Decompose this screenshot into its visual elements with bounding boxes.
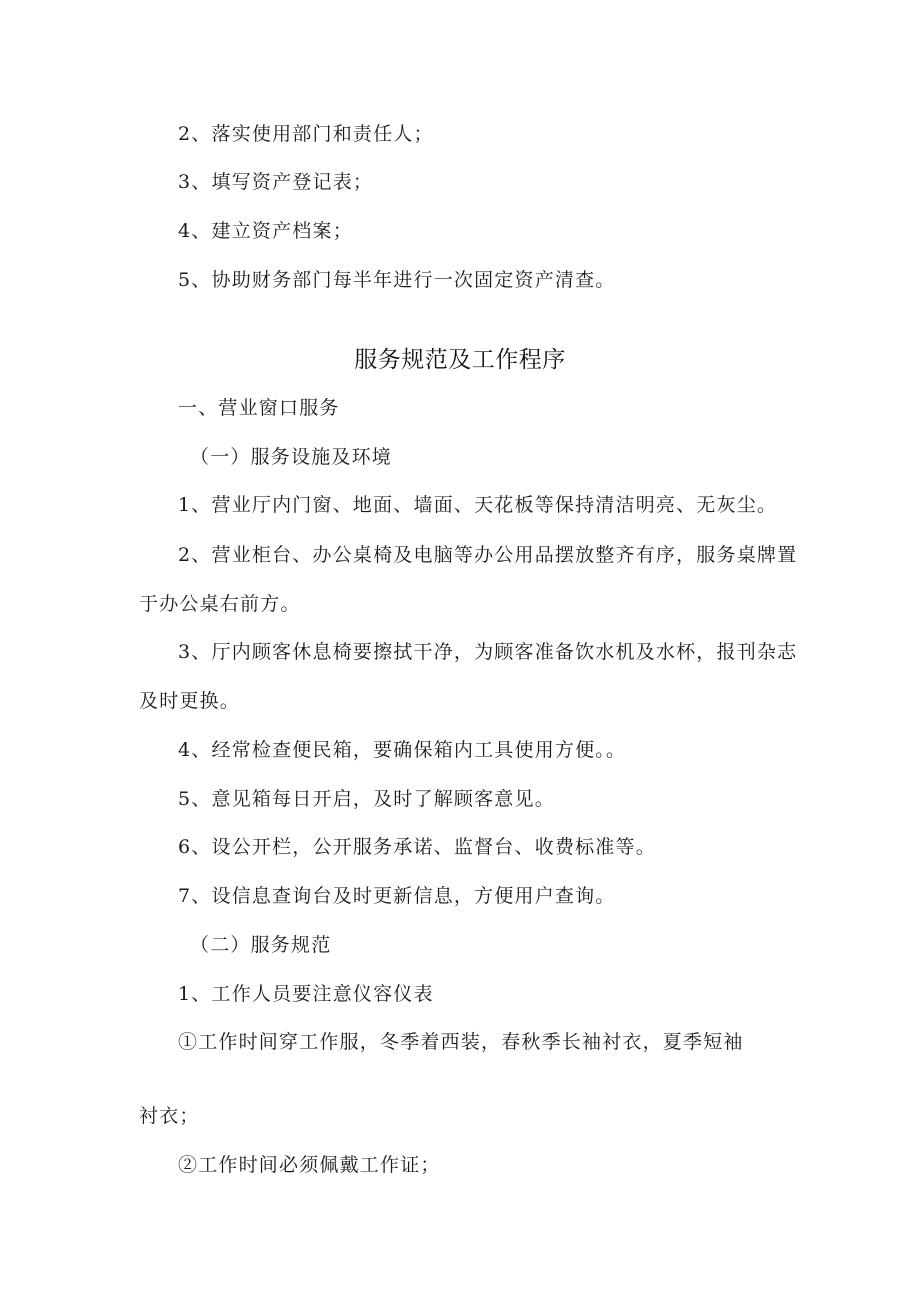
list-item-5: 5、协助财务部门每半年进行一次固定资产清查。 (178, 269, 616, 291)
facility-item-4: 4、经常检查便民箱，要确保箱内工具使用方便。。 (178, 739, 627, 761)
list-item-4: 4、建立资产档案； (178, 220, 353, 242)
facility-item-2-cont: 于办公桌右前方。 (139, 593, 301, 615)
facility-item-6: 6、设公开栏，公开服务承诺、监督台、收费标准等。 (178, 836, 656, 858)
facility-item-1: 1、营业厅内门窗、地面、墙面、天花板等保持清洁明亮、无灰尘。 (178, 494, 778, 516)
standards-item-1: 1、工作人员要注意仪容仪表 (178, 983, 434, 1005)
standards-subitem-2: ②工作时间必须佩戴工作证； (178, 1154, 441, 1176)
facility-item-7: 7、设信息查询台及时更新信息，方便用户查询。 (178, 885, 616, 907)
standards-subitem-1-cont: 衬衣； (139, 1105, 200, 1127)
list-item-3: 3、填写资产登记表； (178, 171, 374, 193)
subsection-heading-standards: （二）服务规范 (190, 934, 332, 956)
list-item-2: 2、落实使用部门和责任人； (178, 123, 434, 145)
facility-item-3-cont: 及时更换。 (139, 690, 241, 712)
standards-subitem-1: ①工作时间穿工作服，冬季着西装，春秋季长袖衬衣，夏季短袖 (178, 1031, 744, 1053)
facility-item-2: 2、营业柜台、办公桌椅及电脑等办公用品摆放整齐有序，服务桌牌置 (178, 544, 798, 566)
facility-item-3: 3、厅内顾客休息椅要擦拭干净，为顾客准备饮水机及水杯，报刊杂志 (178, 641, 798, 663)
section-title: 服务规范及工作程序 (354, 347, 566, 373)
facility-item-5: 5、意见箱每日开启，及时了解顾客意见。 (178, 788, 555, 810)
section-heading: 一、营业窗口服务 (178, 397, 340, 419)
subsection-heading-facilities: （一）服务设施及环境 (190, 446, 393, 468)
